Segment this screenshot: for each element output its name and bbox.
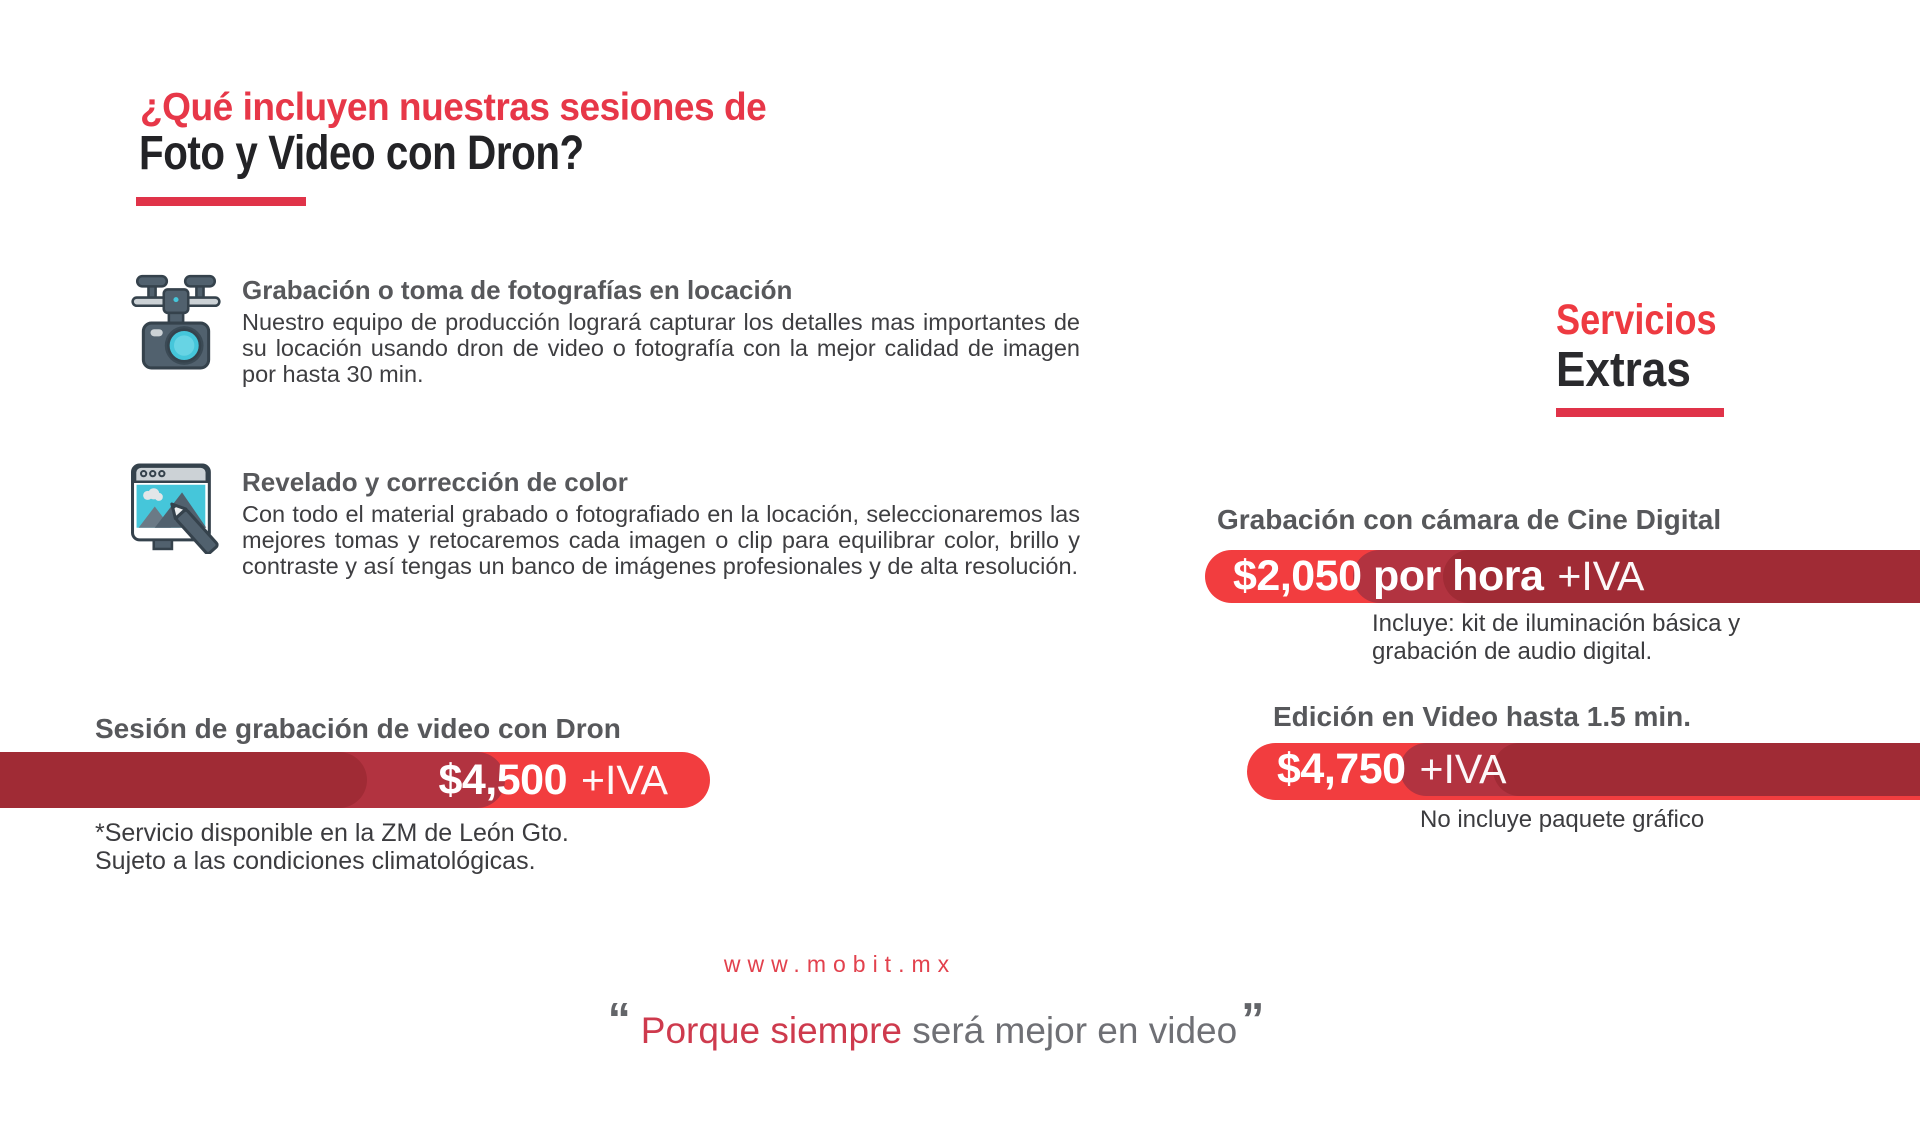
cine-note-line2: grabación de audio digital. — [1372, 638, 1653, 665]
website-url-link[interactable]: www.mobit.mx — [723, 951, 957, 977]
tagline-quote — [436, 993, 1436, 1054]
cine-digital-title: Grabación con cámara de Cine Digital — [1217, 504, 1722, 535]
dron-session-title: Sesión de grabación de video con Dron — [95, 713, 621, 744]
edicion-price-tax: +IVA — [1419, 746, 1507, 792]
cine-price: $2,050 por hora — [1233, 552, 1544, 600]
drone-camera-icon — [131, 268, 221, 370]
edicion-video-title: Edición en Video hasta 1.5 min. — [1273, 701, 1692, 732]
dron-price: $4,500 — [438, 755, 567, 804]
dron-price-tax: +IVA — [581, 756, 668, 803]
extras-underline — [1556, 408, 1724, 417]
dron-price-ribbon — [0, 752, 668, 808]
edicion-note: No incluye paquete gráfico — [1420, 806, 1705, 833]
tagline-gray-part: será mejor en video — [901, 1010, 1238, 1051]
extras-heading-servicios: Servicios — [1556, 296, 1717, 344]
feature-body-grabacion: Nuestro equipo de producción logrará capturar los detalles mas importantes de su locación usando dron de video o fotografía con la mejor calidad de imagen por hasta 30 min. — [242, 309, 1080, 387]
extras-heading-extras: Extras — [1556, 343, 1691, 397]
feature-title-revelado: Revelado y corrección de color — [242, 467, 628, 497]
cine-note-line1: Incluye: kit de iluminación básica y — [1372, 610, 1741, 637]
photo-retouch-icon — [129, 461, 226, 554]
cine-price-tax: +IVA — [1557, 553, 1645, 599]
edicion-price-ribbon — [1277, 743, 1507, 796]
close-quote-mark: ” — [1241, 993, 1265, 1045]
open-quote-mark: “ — [607, 993, 631, 1045]
cine-price-ribbon — [1233, 550, 1644, 603]
edicion-price: $4,750 — [1277, 745, 1406, 793]
title-underline — [136, 197, 306, 206]
page-title-line2: Foto y Video con Dron? — [139, 127, 584, 180]
tagline-red-part: Porque siempre — [640, 1010, 902, 1051]
dron-note-line2: Sujeto a las condiciones climatológicas. — [95, 847, 536, 875]
dron-note-line1: *Servicio disponible en la ZM de León Gto. — [95, 819, 569, 847]
feature-body-revelado: Con todo el material grabado o fotografiado en la locación, seleccionaremos las mejores tomas y retocaremos cada imagen o clip para equilibrar color, brillo y contraste y así tengas un banco de imágenes profesionales y de alta resolución. — [242, 501, 1080, 579]
feature-title-grabacion: Grabación o toma de fotografías en locación — [242, 275, 793, 305]
edicion-ribbon-dark — [1493, 743, 1920, 796]
page-title-line1: ¿Qué incluyen nuestras sesiones de — [140, 86, 767, 129]
